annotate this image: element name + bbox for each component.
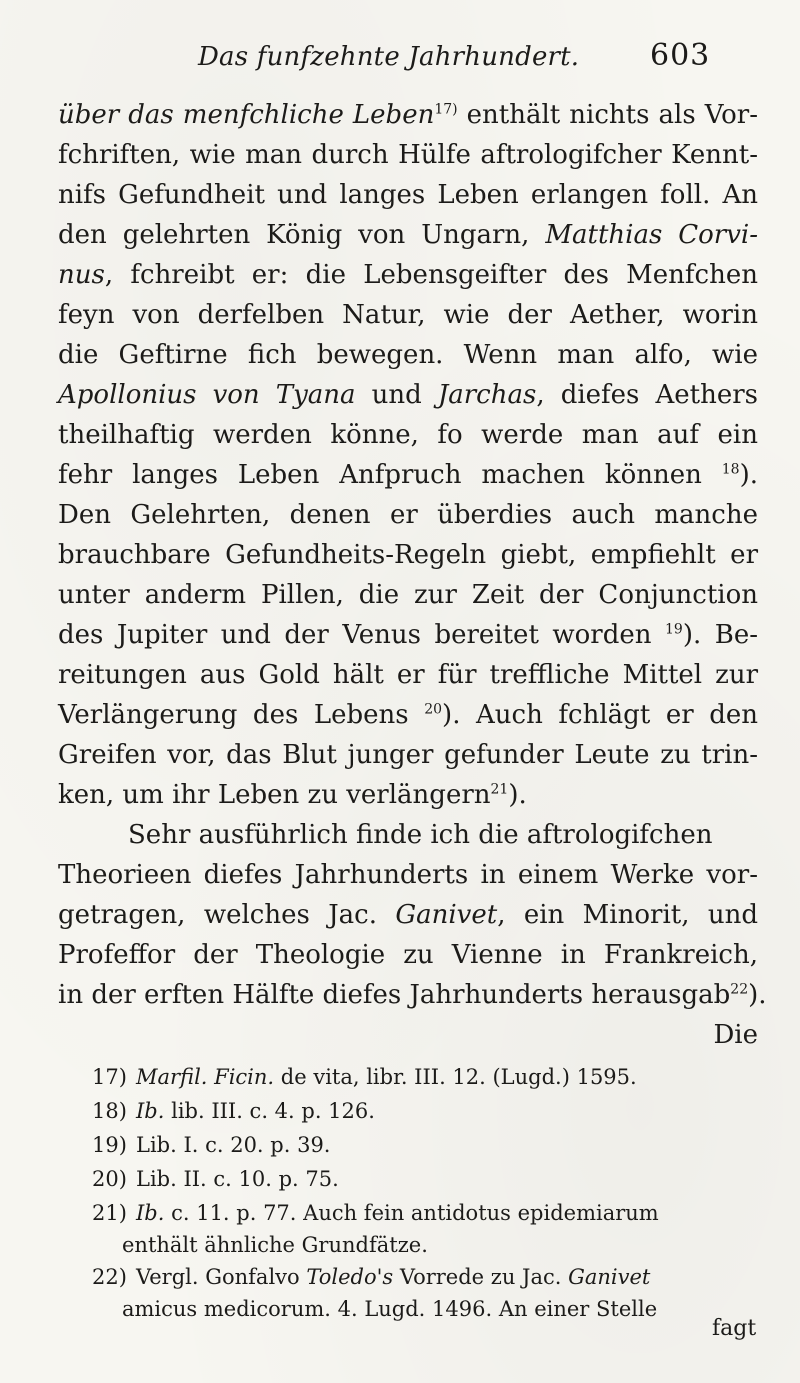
text-line <box>58 735 758 775</box>
footnotes <box>92 1060 762 1324</box>
text-segment: amicus medicorum. 4. Lugd. 1496. An einer Stelle <box>122 1297 658 1321</box>
italic-text: Apollonius von Tyana <box>58 380 356 410</box>
text-segment: c. 11. p. 77. Auch fein antidotus epidemiarum <box>164 1201 659 1225</box>
text-line <box>58 855 758 895</box>
text-segment: Vergl. Gonfalvo <box>136 1265 307 1289</box>
text-line <box>58 815 758 855</box>
text-segment: unter anderm Pillen, die zur Zeit der Conjunction <box>58 580 758 610</box>
text-segment: fchriften, wie man durch Hülfe aftrologifcher Kennt- <box>58 140 758 170</box>
text-segment: ken, um ihr Leben zu verlängern <box>58 780 491 810</box>
footnote-number: 20) <box>92 1167 127 1191</box>
text-segment: Theorieen diefes Jahrhunderts in einem Werke vor- <box>58 860 758 890</box>
footnote-reference: 18 <box>721 461 740 478</box>
footnote <box>92 1060 762 1094</box>
italic-text: Ib. <box>136 1201 165 1225</box>
footnote <box>92 1128 762 1162</box>
text-line <box>58 615 758 655</box>
text-line <box>58 535 758 575</box>
text-line <box>58 95 758 135</box>
text-segment: getragen, welches Jac. <box>58 900 396 930</box>
text-line <box>58 655 758 695</box>
text-segment: de vita, libr. III. 12. (Lugd.) 1595. <box>274 1065 637 1089</box>
text-segment: Profeffor der Theologie zu Vienne in Frankreich, <box>58 940 758 970</box>
footnote <box>92 1196 762 1230</box>
running-head <box>0 38 800 88</box>
text-segment: und <box>355 380 438 410</box>
text-line <box>58 255 758 295</box>
footnote <box>92 1094 762 1128</box>
text-segment: theilhaftig werden könne, fo werde man auf ein <box>58 420 758 450</box>
italic-text: Ganivet <box>568 1265 651 1289</box>
text-line <box>58 135 758 175</box>
footnote-reference: 20 <box>424 701 443 718</box>
italic-text: Ganivet <box>395 900 498 930</box>
text-segment: ). Auch fchlägt er den <box>442 700 758 730</box>
text-line <box>58 895 758 935</box>
footnote-reference: 17) <box>434 101 458 118</box>
text-segment: Den Gelehrten, denen er überdies auch manche <box>58 500 758 530</box>
italic-text: Ib. <box>136 1099 165 1123</box>
text-segment: lib. III. c. 4. p. 126. <box>164 1099 375 1123</box>
text-segment: des Jupiter und der Venus bereitet worden <box>58 620 665 650</box>
text-segment: enthält ähnliche Grundfätze. <box>122 1233 428 1257</box>
italic-text: über das menfchliche Leben <box>58 100 435 130</box>
text-line <box>58 175 758 215</box>
text-segment: Vorrede zu Jac. <box>393 1265 569 1289</box>
footnote-reference: 21 <box>490 781 509 798</box>
text-segment: ). <box>739 460 758 490</box>
text-line <box>58 935 758 975</box>
italic-text: Jarchas <box>437 380 537 410</box>
text-segment: feyn von derfelben Natur, wie der Aether, worin <box>58 300 758 330</box>
text-segment: , diefes Aethers <box>536 380 758 410</box>
catchword: fagt <box>712 1316 757 1341</box>
text-segment: ). <box>508 780 527 810</box>
text-line <box>58 375 758 415</box>
text-segment: Verlängerung des Lebens <box>58 700 425 730</box>
text-segment: Greifen vor, das Blut junger gefunder Leute zu trin- <box>58 740 758 770</box>
text-segment: ). Be- <box>682 620 759 650</box>
italic-text: nus <box>58 260 105 290</box>
text-segment: fehr langes Leben Anfpruch machen können <box>58 460 722 490</box>
text-line <box>58 775 758 815</box>
text-segment: , fchreibt er: die Lebensgeifter des Menfchen <box>104 260 758 290</box>
italic-text: Toledo's <box>306 1265 394 1289</box>
footnote-number: 19) <box>92 1133 127 1157</box>
footnote-reference: 19 <box>665 621 683 638</box>
footnote-reference: 22 <box>730 981 749 998</box>
text-line <box>58 335 758 375</box>
text-segment: ). <box>748 980 767 1010</box>
text-segment: reitungen aus Gold hält er für treffliche Mittel zur <box>58 660 758 690</box>
footnote-number: 22) <box>92 1265 127 1289</box>
text-segment: den gelehrten König von Ungarn, <box>58 220 546 250</box>
text-segment: enthält nichts als Vor- <box>457 100 758 130</box>
text-segment: Sehr ausführlich finde ich die aftrologifchen <box>128 820 713 850</box>
text-line <box>58 415 758 455</box>
running-title: Das funfzehnte Jahrhundert. <box>198 42 580 72</box>
text-line <box>58 215 758 255</box>
body-text <box>58 95 767 1055</box>
text-line <box>58 975 767 1015</box>
text-segment: Lib. I. c. 20. p. 39. <box>136 1133 331 1157</box>
page-number: 603 <box>650 38 711 73</box>
text-segment: nifs Gefundheit und langes Leben erlangen foll. An <box>58 180 758 210</box>
text-line <box>58 1015 758 1055</box>
footnote-number: 18) <box>92 1099 127 1123</box>
text-line <box>58 455 758 495</box>
footnote-continuation <box>92 1294 762 1324</box>
text-line <box>58 575 758 615</box>
text-segment: , ein Minorit, und <box>497 900 758 930</box>
footnote-number: 17) <box>92 1065 127 1089</box>
footnote-continuation <box>92 1230 762 1260</box>
text-segment: in der erften Hälfte diefes Jahrhunderts herausgab <box>58 980 731 1010</box>
footnote-number: 21) <box>92 1201 127 1225</box>
italic-text: Marfil. Ficin. <box>136 1065 275 1089</box>
footnote <box>92 1260 762 1294</box>
footnote <box>92 1162 762 1196</box>
text-segment: brauchbare Gefundheits-Regeln giebt, empfiehlt er <box>58 540 758 570</box>
text-segment: Lib. II. c. 10. p. 75. <box>136 1167 339 1191</box>
text-line <box>58 495 758 535</box>
text-line <box>58 295 758 335</box>
text-segment: die Geftirne fich bewegen. Wenn man alfo, wie <box>58 340 758 370</box>
text-segment: Die <box>713 1020 758 1050</box>
italic-text: Matthias Corvi- <box>545 220 759 250</box>
text-line <box>58 695 758 735</box>
